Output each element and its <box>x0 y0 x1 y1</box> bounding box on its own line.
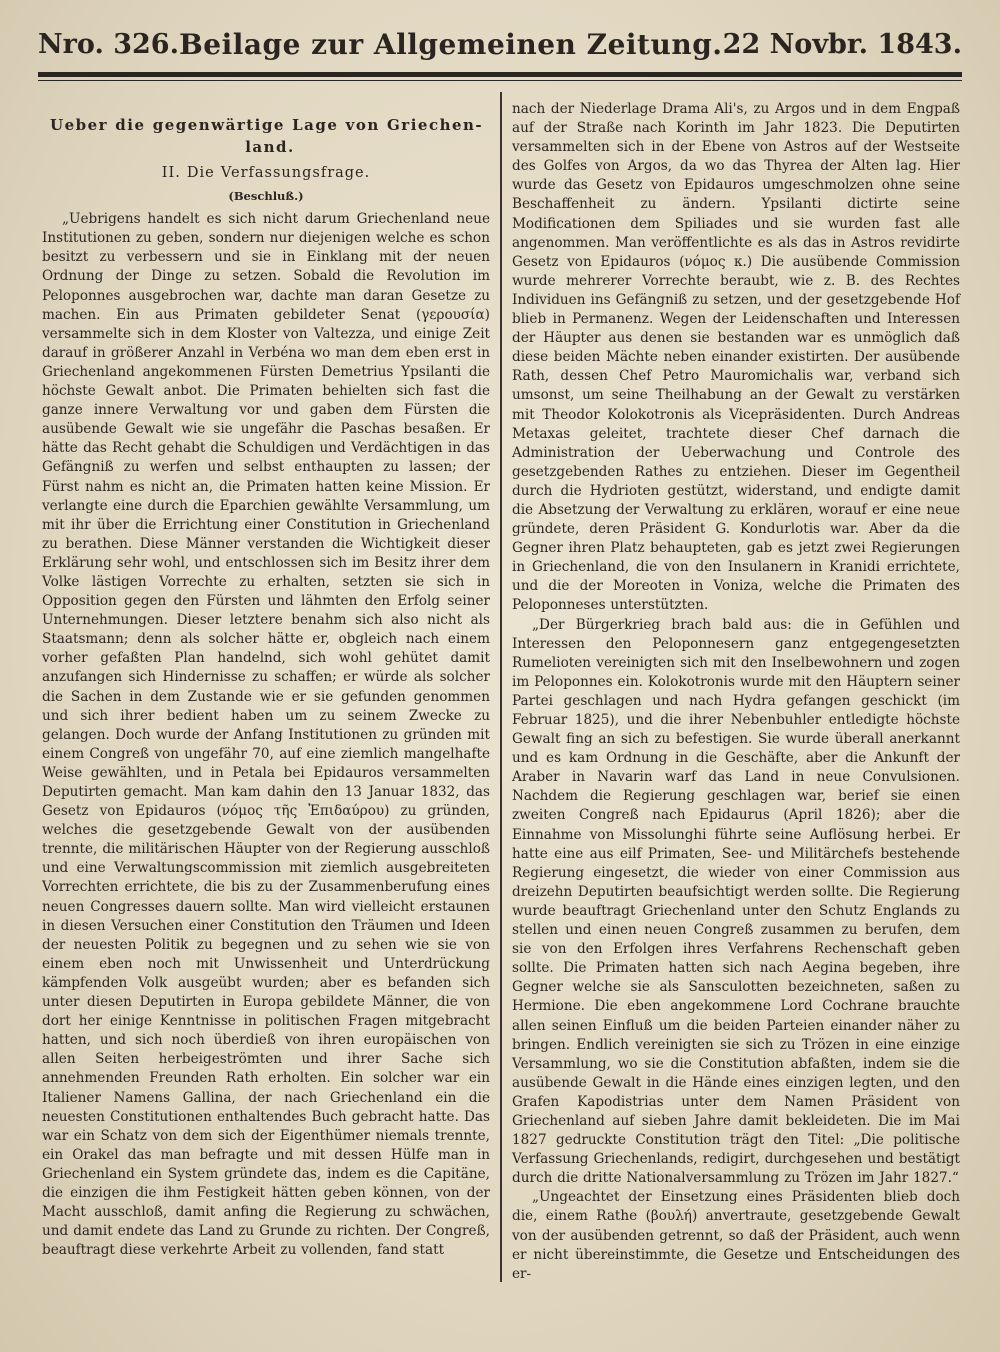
column-divider <box>500 92 502 1282</box>
article-title-line2: land. <box>245 138 295 156</box>
masthead <box>38 22 962 66</box>
paragraph: „Uebrigens handelt es sich nicht darum Griechenland neue Institutionen zu geben, sondern nur diejenigen welche es schon besitzt zu verbessern und sie in Einklang mit der neuen Ordnung der Dinge zu setzen. Sobald die Revolution im Peloponnes ausgebrochen war, dachte man daran Gesetze zu machen. Ein aus Primaten gebildeter Senat (γερουσία) versammelte sich in dem Kloster von Valtezza, und einige Zeit darauf in größerer Anzahl in Verbéna wo man dem eben erst in Griechenland angekommenen Fürsten Demetrius Ypsilanti die höchste Gewalt anbot. Die Primaten behielten sich fast die ganze innere Verwaltung vor und gaben dem Fürsten die ausübende Gewalt wie sie ungefähr die Paschas besaßen. Er hätte das Recht gehabt die Schuldigen und Verdächtigen in das Gefängniß zu werfen und selbst enthaupten zu lassen; der Fürst nahm es nicht an, die Primaten hatten keine Mission. Er verlangte eine durch die Eparchien gewählte Versammlung, um mit ihr über die Errichtung einer Constitution in Griechenland zu berathen. Diese Männer verstanden die Wichtigkeit dieser Erklärung sehr wohl, und entschlossen sich im Besitz ihrer dem Volke lästigen Vorrechte zu erhalten, setzten sie sich in Opposition gegen den Fürsten und lähmten den Erfolg seiner Unternehmungen. Dieser letztere benahm sich also nicht als Staatsmann; denn als solcher hätte er, obgleich nach einem vorher gefaßten Plan handelnd, sich wohl gehütet damit anzufangen sich Hindernisse zu schaffen; er würde als solcher die Sachen in dem Zustande wie er sie gefunden genommen und sich ihrer bedient haben um zu seinem Zwecke zu gelangen. Doch wurde der Anfang Institutionen zu gründen mit einem Congreß von ungefähr 70, auf eine ziemlich mangelhafte Weise gewählten, und in Petala bei Epidauros versammelten Deputirten gemacht. Man kam dahin den 13 Januar 1832, das Gesetz von Epidauros (νόμος τῆς Ἐπιδαύρου) zu gründen, welches die gesetzgebende Gewalt von der ausübenden trennte, die militärischen Häupter von der Regierung ausschloß und eine Verwaltungscommission mit ziemlich ausgebreiteten Vorrechten errichtete, die bis zu der Zusammenberufung eines neuen Congresses dauern sollte. Man wird vielleicht erstaunen in diesen Versuchen einer Constitution den Träumen und Ideen der neuesten Politik zu begegnen und zu sehen wie sie von einem eben noch mit Unwissenheit und Unterdrückung kämpfenden Volk ausgeübt wurden; aber es befanden sich unter diesen Deputirten in Europa gebildete Männer, die von dort her einige Kenntnisse in politischen Fragen mitgebracht hatten, und sich noch überdieß von ihren europäischen von allen Seiten herbeigeströmten und ihrer Sache sich annehmenden Freunden Rath erholten. Ein solcher war ein Italiener Namens Gallina, der nach Griechenland ein die neuesten Constitutionen enthaltendes Buch gebracht hatte. Das war ein Schatz von dem sich der Eigenthümer niemals trennte, ein Orakel das man befragte und mit dessen Hülfe man in Griechenland ein System gründete das, indem es die Capitäne, die einzigen die ihm Festigkeit hätten geben können, von der Macht ausschloß, damit anfing die Regierung zu schwächen, und damit endete das Land zu Grunde zu richten. Der Congreß, beauftragt diese verkehrte Arbeit zu vollenden, fand statt <box>42 211 490 1259</box>
paragraph: „Ungeachtet der Einsetzung eines Präsidenten blieb doch die, einem Rathe (βουλή) anvertraute, gesetzgebende Gewalt von der ausübenden getrennt, so daß der Präsident, auch wenn er nicht übereinstimmte, die Gesetze und Entscheidungen des er- <box>512 1189 960 1282</box>
header-rule-thick <box>38 72 962 77</box>
article-title-line1: Ueber die gegenwärtige Lage von Griechen- <box>50 116 484 134</box>
right-column <box>512 100 960 1284</box>
article-subtitle: II. Die Verfassungsfrage. <box>161 165 371 181</box>
article-note: (Beschluß.) <box>228 189 304 204</box>
paragraph: „Der Bürgerkrieg brach bald aus: die in Gefühlen und Interessen den Peloponnesern ganz entgegengesetzten Rumelioten vereinigten sich mit den Inselbewohnern und zogen im Peloponnes ein. Kolokotronis wurde mit den Häuptern seiner Partei geschlagen und nach Hydra gefangen geschickt (im Februar 1825), und die ihrer Nebenbuhler entledigte höchste Gewalt fing an sich zu befestigen. Sie wurde überall anerkannt und es kam Ordnung in die Geschäfte, aber die Ankunft der Araber in Navarin warf das Land in neue Convulsionen. Nachdem die Regierung geschlagen war, berief sie einen zweiten Congreß nach Epidaurus (April 1826); aber die Einnahme von Missolunghi führte seine Auflösung herbei. Er hatte eine aus eilf Primaten, See- und Militärchefs bestehende Regierung eingesetzt, die wieder von einer Commission aus dreizehn Deputirten beaufsichtigt werden sollte. Die Regierung wurde beauftragt Griechenland unter den Schutz Englands zu stellen und einen neuen Congreß zusammen zu berufen, dem sie von den Erfolgen ihres Verfahrens Rechenschaft geben sollte. Die Primaten hatten sich nach Aegina begeben, ihre Gegner welche sie als Sansculotten bezeichneten, saßen zu Hermione. Die eben angekommene Lord Cochrane brauchte allen seinen Einfluß um die beiden Parteien einander näher zu bringen. Endlich vereinigten sie sich zu Trözen in eine einzige Versammlung, wo sie die Constitution abfaßten, indem sie die ausübende Gewalt in die Hände eines einzigen legten, und den Grafen Kapodistrias unter dem Namen Präsident von Griechenland auf sieben Jahre damit bekleideten. Die im Mai 1827 gedruckte Constitution trägt den Titel: „Die politische Verfassung Griechenlands, redigirt, durchgesehen und bestätigt durch die dritte Nationalversammlung zu Trözen im Jahr 1827.“ <box>512 616 960 1187</box>
article-title <box>42 114 490 158</box>
issue-date: 22 Novbr. 1843. <box>722 28 962 60</box>
newspaper-title: Beilage zur Allgemeinen Zeitung. <box>179 27 723 61</box>
paragraph: nach der Niederlage Drama Ali's, zu Argos und in dem Engpaß auf der Straße nach Korinth im Jahr 1823. Die Deputirten versammelten sich in der Ebene von Astros auf der Westseite des Golfes von Argos, da wo das Thyrea der Alten lag. Hier wurde das Gesetz von Epidauros umgeschmolzen ohne seine Beschaffenheit zu ändern. Ypsilanti dictirte seine Modificationen dem Spiliades und sie wurden fast alle angenommen. Man veröffentlichte es als das in Astros revidirte Gesetz von Epidauros (νόμος κ.) Die ausübende Commission wurde mehrerer Vorrechte beraubt, wie z. B. des Rechtes Individuen ins Gefängniß zu setzen, und der gesetzgebende Hof blieb in Permanenz. Wegen der Leidenschaften und Interessen der Häupter aus denen sie bestanden war es unmöglich daß diese beiden Mächte neben einander existirten. Der ausübende Rath, dessen Chef Petro Mauromichalis war, verband sich umsonst, um seine Theilhabung an der Gewalt zu verstärken mit Theodor Kolokotronis als Vicepräsidenten. Durch Andreas Metaxas geleitet, trachtete dieser Chef darnach die Administration der Ueberwachung und Controle des gesetzgebenden Rathes zu entziehen. Dieser im Gegentheil durch die Hydrioten gestützt, widerstand, und endigte damit die Absetzung der Verwaltung zu erklären, worauf er eine neue gründete, deren Präsident G. Kondurlotis war. Aber da die Gegner ihren Platz behaupteten, gab es jetzt zwei Regierungen in Griechenland, die von den Insulanern in Kranidi errichtete, und die der Moreoten in Voniza, welche die Primaten des Peloponneses unterstützten. <box>512 101 960 614</box>
header-rule-thin <box>38 80 962 81</box>
issue-number: Nro. 326. <box>38 28 179 60</box>
left-column <box>42 100 490 1260</box>
